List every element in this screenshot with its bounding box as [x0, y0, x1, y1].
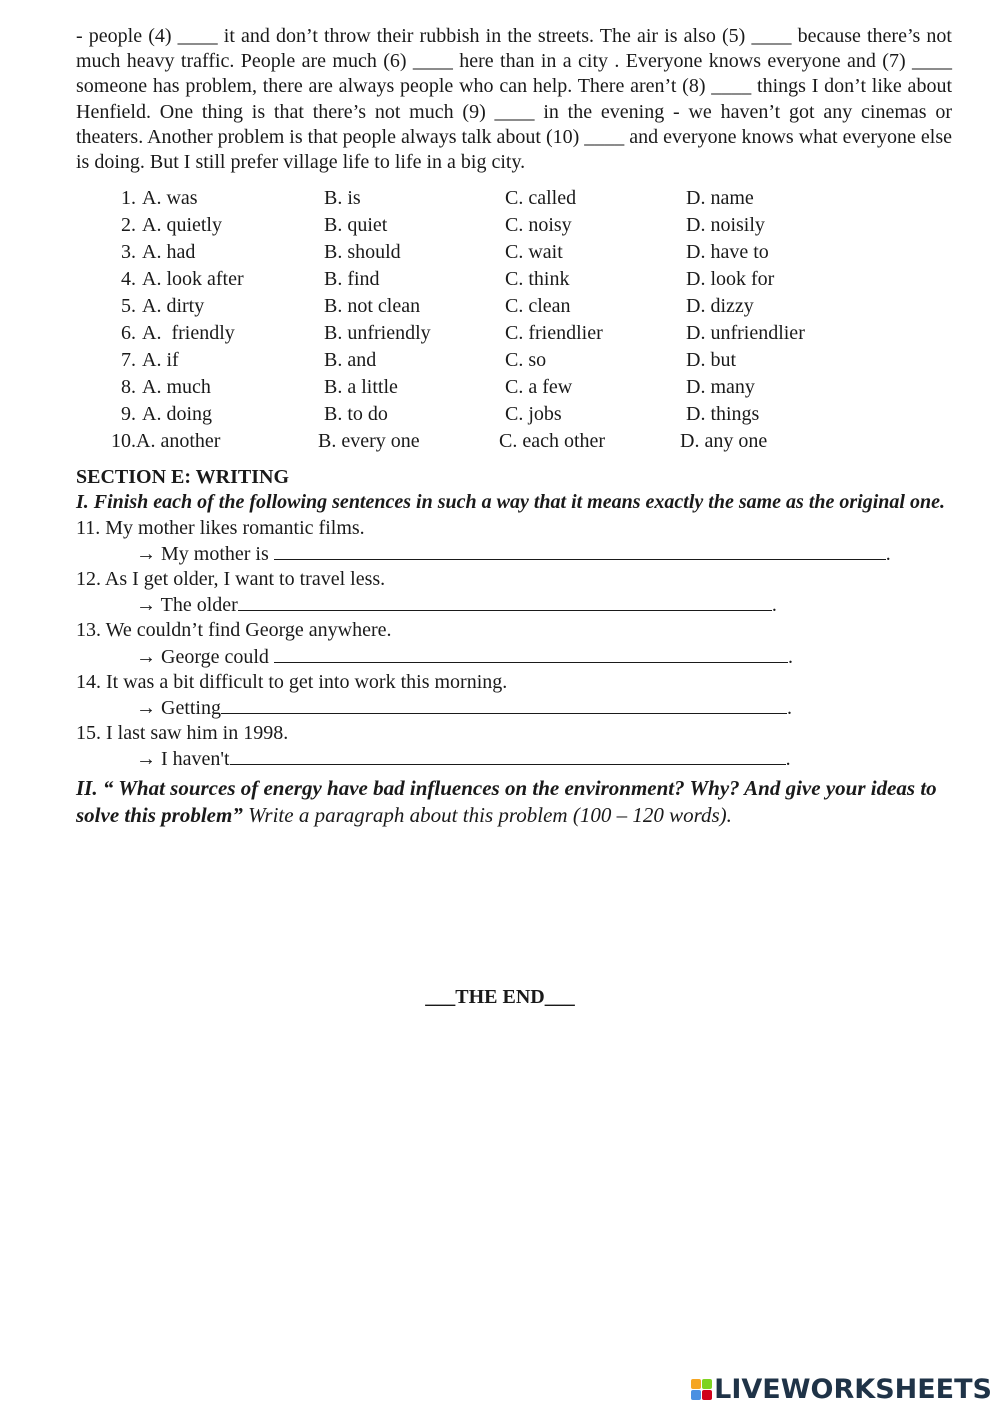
answer-stem: → George could: [136, 645, 274, 668]
list-item: [76, 428, 952, 455]
answer-stem: → The older: [136, 594, 238, 617]
option-b: B. find: [324, 268, 380, 291]
option-d: D. many: [686, 376, 755, 399]
option-a: A. friendly: [142, 322, 235, 345]
option-a: A. doing: [142, 403, 212, 426]
answer-end: .: [787, 645, 793, 668]
item-number: 3.: [121, 241, 136, 264]
option-a: A. had: [142, 241, 196, 264]
option-c: C. so: [505, 349, 547, 372]
option-a: A. dirty: [142, 295, 205, 318]
task-question: II. “ What sources of energy have bad influences on the environment? Why? And give your ideas to solve this problem”: [76, 775, 937, 827]
option-b: B. unfriendly: [324, 322, 431, 345]
option-d: D. dizzy: [686, 295, 754, 318]
option-c: C. friendlier: [505, 322, 603, 345]
option-c: C. a few: [505, 376, 573, 399]
option-d: D. noisily: [686, 214, 765, 237]
list-item: [76, 293, 952, 320]
option-a: A. another: [136, 430, 221, 453]
option-a: A. if: [142, 349, 179, 372]
item-number: 9.: [121, 403, 136, 426]
answer-end: .: [785, 748, 791, 771]
answer-end: .: [771, 594, 777, 617]
answer-line: [76, 644, 952, 670]
list-item: [76, 320, 952, 347]
item-number: 2.: [121, 214, 136, 237]
list-item: [76, 212, 952, 239]
question-text: 11. My mother likes romantic films.: [76, 516, 365, 539]
writing-instruction: I. Finish each of the following sentences in such a way that it means exactly the same as the original one.: [76, 491, 945, 514]
option-c: C. noisy: [505, 214, 572, 237]
logo-mark-icon: [691, 1379, 712, 1400]
option-b: B. is: [324, 187, 361, 210]
section-heading: SECTION E: WRITING: [76, 466, 290, 489]
option-b: B. to do: [324, 403, 388, 426]
item-number: 7.: [121, 349, 136, 372]
item-number: 6.: [121, 322, 136, 345]
the-end-label: ___THE END___: [425, 986, 575, 1008]
option-d: D. have to: [686, 241, 769, 264]
item-number: 5.: [121, 295, 136, 318]
answer-end: .: [885, 542, 891, 565]
answer-end: .: [787, 697, 792, 720]
list-item: [76, 374, 952, 401]
answer-blank[interactable]: [230, 746, 786, 765]
option-c: C. clean: [505, 295, 571, 318]
option-d: D. look for: [686, 268, 775, 291]
option-b: B. and: [324, 349, 377, 372]
option-d: D. name: [686, 187, 754, 210]
answer-blank[interactable]: [274, 541, 886, 560]
item-number: 10.: [111, 430, 136, 453]
task-instruction: Write a paragraph about this problem (100 – 120 words).: [242, 802, 732, 827]
option-c: C. wait: [505, 241, 563, 264]
option-a: A. quietly: [142, 214, 222, 237]
item-number: 1.: [121, 187, 136, 210]
answer-line: [76, 746, 952, 772]
option-b: B. a little: [324, 376, 398, 399]
question-text: 13. We couldn’t find George anywhere.: [76, 619, 392, 642]
option-c: C. think: [505, 268, 570, 291]
option-c: C. called: [505, 187, 577, 210]
worksheet-page: [76, 24, 952, 829]
option-d: D. but: [686, 349, 736, 372]
list-item: [76, 266, 952, 293]
option-a: A. was: [142, 187, 198, 210]
option-c: C. each other: [499, 430, 606, 453]
list-item: [76, 185, 952, 212]
question-text: 15. I last saw him in 1998.: [76, 722, 289, 745]
option-b: B. every one: [318, 430, 420, 453]
item-number: 8.: [121, 376, 136, 399]
answer-stem: → My mother is: [136, 542, 274, 565]
option-d: D. unfriendlier: [686, 322, 805, 345]
reading-passage: - people (4) ____ it and don’t throw their rubbish in the streets. The air is also (5) ____ because there’s not much heavy traffic. People are much (6) ____ here than in a city . Everyone knows everyone and (7) ____ someone has problem, there are always people who can help. There aren’t (8) ____ things I don’t like about Henfield. One thing is that there’s not much (9) ____ in the evening - we haven’t got any cinemas or theaters. Another problem is that people always talk about (10) ____ and everyone knows what everyone else is doing. But I still prefer village life to life in a big city.: [76, 25, 952, 174]
question-text: 14. It was a bit difficult to get into work this morning.: [76, 670, 508, 693]
answer-blank[interactable]: [238, 592, 772, 611]
answer-line: [76, 541, 952, 567]
option-c: C. jobs: [505, 403, 562, 426]
logo-text: LIVEWORKSHEETS: [714, 1374, 992, 1405]
option-b: B. not clean: [324, 295, 421, 318]
option-d: D. things: [686, 403, 760, 426]
option-b: B. should: [324, 241, 401, 264]
option-a: A. much: [142, 376, 211, 399]
answer-line: [76, 695, 952, 721]
option-b: B. quiet: [324, 214, 388, 237]
option-a: A. look after: [142, 268, 244, 291]
answer-blank[interactable]: [274, 644, 788, 663]
question-text: 12. As I get older, I want to travel less.: [76, 568, 386, 591]
list-item: [76, 401, 952, 428]
answer-stem: → I haven't: [136, 748, 230, 771]
answer-stem: → Getting: [136, 697, 221, 720]
writing-task: [76, 775, 952, 829]
liveworksheets-logo: [691, 1374, 992, 1405]
answer-line: [76, 592, 952, 618]
item-number: 4.: [121, 268, 136, 291]
answer-blank[interactable]: [221, 695, 787, 714]
multiple-choice-list: [76, 185, 952, 455]
list-item: [76, 239, 952, 266]
option-d: D. any one: [680, 430, 768, 453]
list-item: [76, 347, 952, 374]
